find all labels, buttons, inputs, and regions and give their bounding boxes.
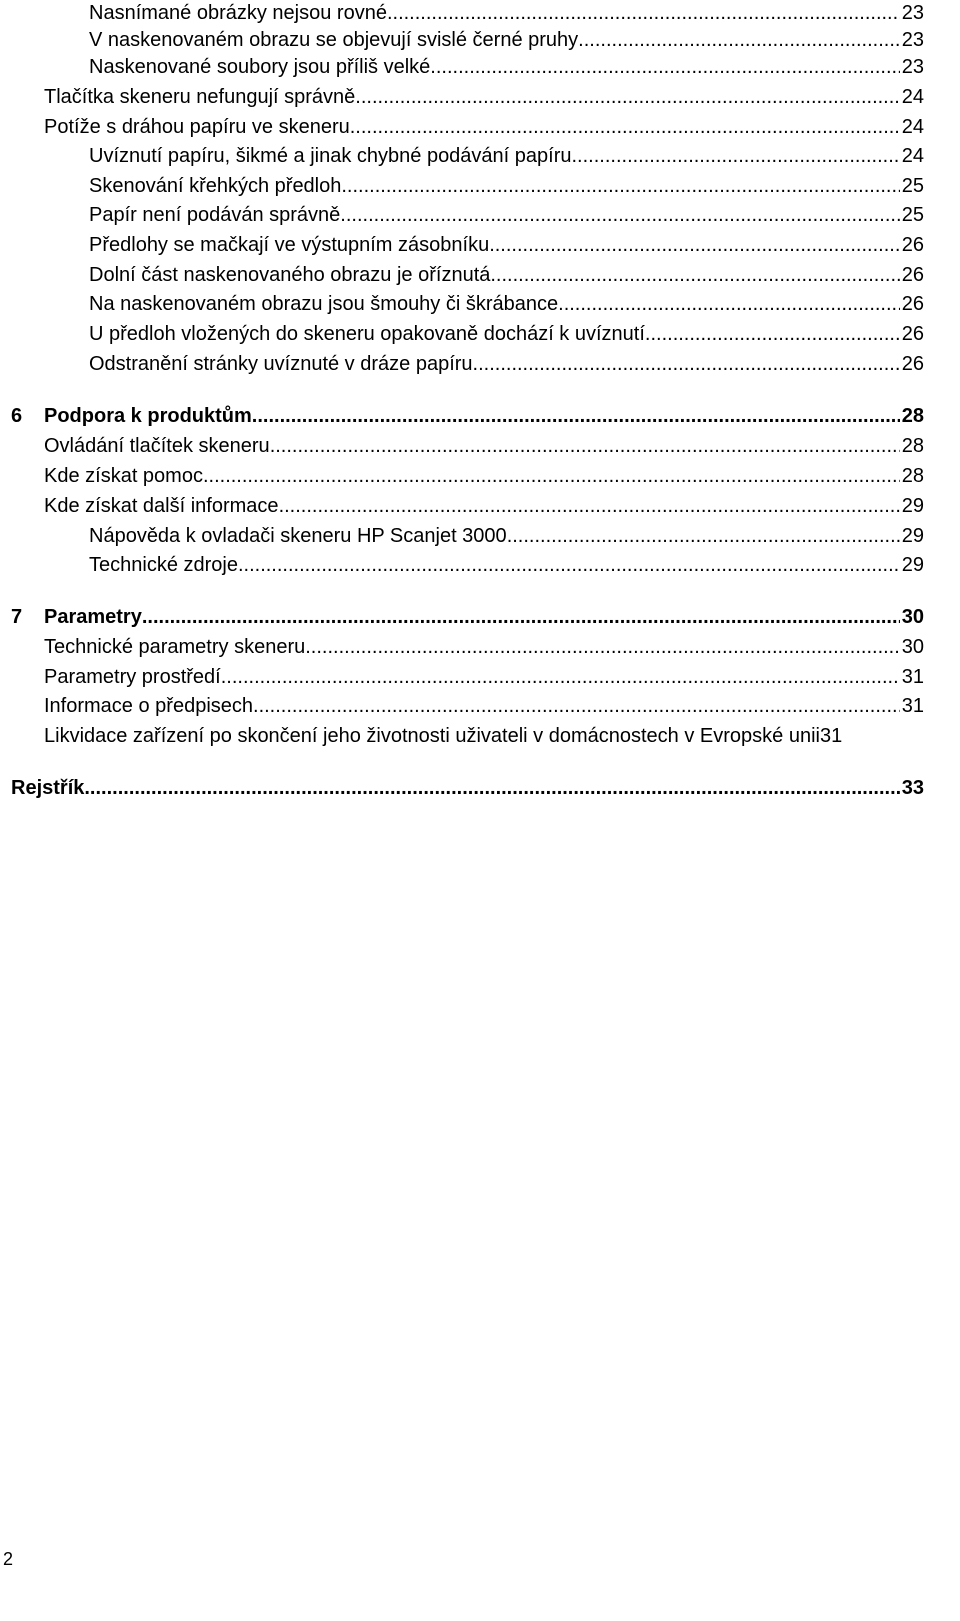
dot-leader <box>253 693 900 719</box>
dot-leader <box>279 493 900 519</box>
toc-entry-page: 23 <box>901 29 924 51</box>
toc-entry-title: Na naskenovaném obrazu jsou šmouhy či škrábance <box>89 293 559 315</box>
toc-entry[interactable] <box>0 27 960 53</box>
toc-entry-title: Technické zdroje <box>89 554 238 576</box>
toc-entry-title: Potíže s dráhou papíru ve skeneru <box>44 116 350 138</box>
dot-leader <box>340 202 899 228</box>
toc-entry-title: Technické parametry skeneru <box>44 636 306 658</box>
toc-entry[interactable] <box>0 493 960 519</box>
toc-entry-title: Uvíznutí papíru, šikmé a jinak chybné podávání papíru <box>89 145 572 167</box>
toc-entry-page: 28 <box>901 405 924 427</box>
page-number: 2 <box>3 1549 14 1569</box>
dot-leader <box>142 604 900 630</box>
toc-entry[interactable] <box>0 262 960 288</box>
toc-entry-title: Předlohy se mačkají ve výstupním zásobníku <box>89 234 490 256</box>
dot-leader <box>490 262 899 288</box>
toc-entry[interactable] <box>0 173 960 199</box>
toc-entry[interactable] <box>0 693 960 719</box>
toc-entry-title: Naskenované soubory jsou příliš velké <box>89 56 431 78</box>
toc-entry-title: U předloh vložených do skeneru opakovaně dochází k uvíznutí <box>89 323 645 345</box>
toc-entry-page: 25 <box>901 175 924 197</box>
toc-entry-page: 30 <box>901 636 924 658</box>
toc-entry[interactable] <box>0 232 960 258</box>
dot-leader <box>203 463 900 489</box>
toc-entry-title: V naskenovaném obrazu se objevují svislé černé pruhy <box>89 29 579 51</box>
toc-entry-title: Parametry <box>44 606 142 628</box>
toc-entry-page: 29 <box>901 554 924 576</box>
toc-entry-title: Informace o předpisech <box>44 695 254 717</box>
dot-leader <box>221 664 900 690</box>
toc-entry-title: Parametry prostředí <box>44 666 221 688</box>
toc-entry-page: 24 <box>901 145 924 167</box>
chapter-number: 7 <box>11 606 23 628</box>
dot-leader <box>558 291 900 317</box>
toc-entry-title: Odstranění stránky uvíznuté v dráze papíru <box>89 353 473 375</box>
dot-leader <box>572 143 900 169</box>
dot-leader <box>84 775 899 801</box>
toc-entry[interactable] <box>0 463 960 489</box>
dot-leader <box>305 634 900 660</box>
toc-entry-title: Skenování křehkých předloh <box>89 175 342 197</box>
toc-entry[interactable] <box>0 114 960 140</box>
toc-entry-page: 26 <box>901 264 924 286</box>
toc-entry-title: Rejstřík <box>11 777 85 799</box>
toc-entry-title: Kde získat další informace <box>44 495 279 517</box>
dot-leader <box>473 351 900 377</box>
toc-entry-page: 28 <box>901 435 924 457</box>
toc-chapter-6[interactable] <box>0 403 960 429</box>
toc-entry[interactable] <box>0 664 960 690</box>
toc-entry-page: 26 <box>901 293 924 315</box>
toc-entry-page: 26 <box>901 353 924 375</box>
toc-entry-page: 30 <box>901 606 924 628</box>
toc-entry-page: 24 <box>901 116 924 138</box>
toc-chapter-7[interactable] <box>0 604 960 630</box>
toc-entry-title: Dolní část naskenovaného obrazu je oříznutá <box>89 264 491 286</box>
dot-leader <box>350 114 900 140</box>
toc-entry-page: 29 <box>901 525 924 547</box>
dot-leader <box>270 433 900 459</box>
toc-entry-page: 29 <box>901 495 924 517</box>
toc-entry[interactable] <box>0 523 960 549</box>
chapter-number: 6 <box>11 405 23 427</box>
toc-entry-title: Likvidace zařízení po skončení jeho životnosti uživateli v domácnostech v Evropské unii <box>44 725 820 747</box>
toc-entry[interactable] <box>0 552 960 578</box>
toc-entry-page: 31 <box>901 666 924 688</box>
toc-entry-title: Podpora k produktům <box>44 405 252 427</box>
dot-leader <box>238 552 900 578</box>
toc-entry[interactable] <box>0 54 960 80</box>
toc-entry-title: Tlačítka skeneru nefungují správně <box>44 86 356 108</box>
dot-leader <box>430 54 899 80</box>
toc-entry[interactable] <box>0 202 960 228</box>
toc-entry[interactable] <box>0 433 960 459</box>
toc-entry-page: 25 <box>901 204 924 226</box>
dot-leader <box>355 84 899 110</box>
toc-entry-page: 31 <box>901 695 924 717</box>
toc-entry[interactable] <box>0 0 960 26</box>
dot-leader <box>578 27 900 53</box>
toc-entry-page: 23 <box>901 56 924 78</box>
toc-entry-page: 24 <box>901 86 924 108</box>
toc-entry[interactable] <box>0 351 960 377</box>
toc-entry-page: 23 <box>901 2 924 24</box>
toc-entry[interactable] <box>0 291 960 317</box>
toc-entry[interactable] <box>0 321 960 347</box>
toc-entry-page: 28 <box>901 465 924 487</box>
toc-entry-page: 26 <box>901 323 924 345</box>
toc-entry-title: Nápověda k ovladači skeneru HP Scanjet 3000 <box>89 525 507 547</box>
toc-entry[interactable] <box>0 634 960 660</box>
toc-entry-page: 31 <box>819 725 843 747</box>
toc-entry-page: 33 <box>901 777 924 799</box>
toc-index[interactable] <box>0 775 960 801</box>
toc-entry-title: Nasnímané obrázky nejsou rovné <box>89 2 387 24</box>
dot-leader <box>387 0 900 26</box>
toc-entry[interactable] <box>0 143 960 169</box>
dot-leader <box>489 232 900 258</box>
dot-leader <box>507 523 900 549</box>
toc-entry[interactable] <box>0 723 960 749</box>
toc-entry[interactable] <box>0 84 960 110</box>
toc-entry-page: 26 <box>901 234 924 256</box>
dot-leader <box>252 403 900 429</box>
toc-entry-title: Kde získat pomoc <box>44 465 203 487</box>
dot-leader <box>341 173 899 199</box>
toc-entry-title: Papír není podáván správně <box>89 204 341 226</box>
toc-entry-title: Ovládání tlačítek skeneru <box>44 435 270 457</box>
dot-leader <box>645 321 900 347</box>
